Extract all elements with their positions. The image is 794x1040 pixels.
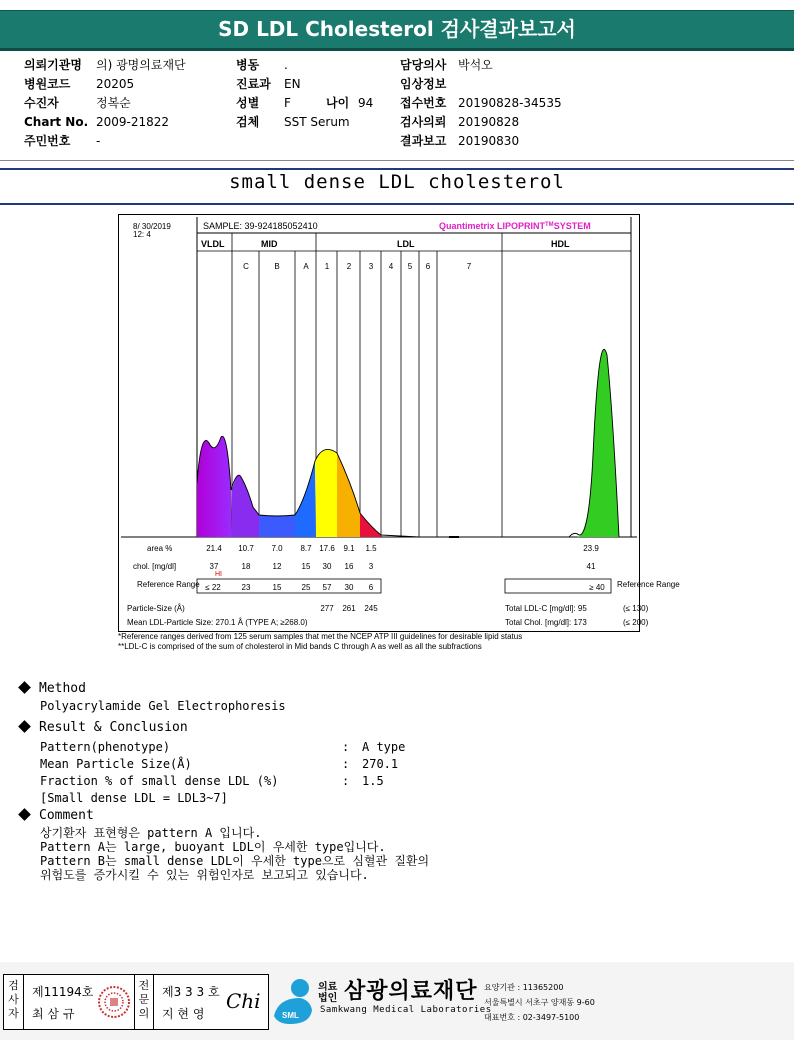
info-label: 임상정보 (400, 77, 447, 91)
comment-line: 상기환자 표현형은 pattern A 입니다. (40, 826, 262, 840)
info-label: 담당의사 (400, 58, 447, 72)
result-label: Fraction % of small dense LDL (%) (40, 774, 279, 788)
result-value: 1.5 (362, 774, 384, 788)
info-value: 20205 (96, 77, 135, 91)
info-column-2 (236, 56, 396, 132)
lipoprint-chart (118, 214, 680, 632)
row-label-chol: chol. [mg/dl] (133, 562, 177, 571)
band-label: 6 (425, 262, 431, 271)
info-label: 병원코드 (24, 77, 71, 91)
method-heading (20, 681, 86, 696)
info-column-3 (400, 56, 620, 151)
band-label: 3 (368, 262, 374, 271)
brand-text (439, 221, 591, 231)
row-label-particle: Particle-Size (Å) (127, 604, 185, 613)
total-chol: Total Chol. [mg/dl]: 173 (505, 618, 587, 627)
comment-line: Pattern A는 large, buoyant LDL이 우세한 type입니다. (40, 840, 386, 854)
info-value: 의) 광명의료재단 (96, 58, 186, 72)
result-note: [Small dense LDL = LDL3~7] (40, 791, 228, 805)
band-separators (232, 233, 502, 537)
divider (0, 203, 794, 205)
particle-size-value: 261 (342, 604, 356, 613)
row-label-mean: Mean LDL-Particle Size: 270.1 Å (TYPE A; ≥268.0) (127, 618, 308, 627)
footnotes (118, 632, 522, 652)
logo-text: SML (282, 1011, 299, 1020)
band-label: B (274, 262, 280, 271)
row-label-area: area % (147, 544, 173, 553)
electrophoresis-graph (119, 215, 680, 631)
info-label: 검사의뢰 (400, 115, 447, 129)
divider (0, 168, 794, 170)
chart-date: 8/ 30/2019 (133, 222, 171, 231)
info-value: F (284, 96, 291, 110)
info-label: 주민번호 (24, 134, 71, 148)
comment-text (40, 826, 429, 882)
footnote: *Reference ranges derived from 125 serum samples that met the NCEP ATP III guidelines for desirable lipid status (118, 632, 523, 641)
info-label: 수진자 (24, 96, 59, 110)
info-value: 20190830 (458, 134, 520, 148)
signature: Chi (226, 989, 261, 1013)
particle-size-value: 245 (364, 604, 378, 613)
group-label-vldl: VLDL (201, 239, 225, 249)
org-prefix: 의료법인 (318, 982, 338, 1004)
area-value: 8.7 (300, 544, 312, 553)
checker-label-text: 검사자 (8, 979, 19, 1020)
result-label: Pattern(phenotype) (40, 740, 171, 754)
comment-heading-text: Comment (39, 808, 94, 823)
chol-value: 12 (272, 562, 282, 571)
result-table (40, 739, 405, 807)
ref-value: ≥ 40 (589, 583, 605, 592)
org-name: 삼광의료재단 (344, 979, 478, 1004)
total-chol-ref: (≤ 200) (623, 618, 649, 627)
area-value: 17.6 (319, 544, 335, 553)
comment-line: Pattern B는 small dense LDL이 우세한 type으로 심혈관 질환의 (40, 854, 430, 868)
group-label-mid: MID (261, 239, 278, 249)
result-label: Mean Particle Size(Å) (40, 757, 192, 771)
sample-id: SAMPLE: 39-924185052410 (203, 221, 318, 231)
brand-name: Quantimetrix LIPOPRINT (439, 221, 546, 231)
info-label: 접수번호 (400, 96, 447, 110)
ref-value: 25 (301, 583, 311, 592)
ref-value: 57 (322, 583, 332, 592)
checker-label (4, 975, 24, 1029)
result-colon: : (342, 757, 350, 771)
chol-value: 18 (241, 562, 251, 571)
row-label-ref: Reference Range (137, 580, 200, 589)
org-address: 서울특별시 서초구 양재동 9-60 (484, 998, 595, 1007)
row-label-ref-right: Reference Range (617, 580, 680, 589)
ldl1-peak (315, 449, 337, 537)
specialist-label (134, 975, 154, 1029)
info-value: - (96, 134, 101, 148)
chol-value: 15 (301, 562, 311, 571)
age-value: 94 (358, 96, 374, 110)
area-value: 21.4 (206, 544, 222, 553)
info-label: 병동 (236, 58, 260, 72)
sml-logo-icon (270, 976, 316, 1026)
method-text: Polyacrylamide Gel Electrophoresis (40, 699, 286, 713)
area-value: 7.0 (271, 544, 283, 553)
ref-value: 15 (272, 583, 282, 592)
particle-size-value: 277 (320, 604, 334, 613)
chol-value: 16 (344, 562, 354, 571)
divider (0, 160, 794, 161)
report-title: SD LDL Cholesterol 검사결과보고서 (0, 10, 794, 51)
ref-value: ≤ 22 (205, 583, 221, 592)
info-value: 20190828-34535 (458, 96, 562, 110)
result-colon: : (342, 740, 350, 754)
band-label: 4 (388, 262, 394, 271)
comment-heading (20, 808, 94, 823)
checker-name: 최 삼 규 (32, 1007, 75, 1021)
info-value: SST Serum (284, 115, 350, 129)
band-label: A (303, 262, 309, 271)
signature-box (3, 974, 269, 1030)
area-value: 10.7 (238, 544, 254, 553)
total-ldl: Total LDL-C [mg/dl]: 95 (505, 604, 587, 613)
total-ldl-ref: (≤ 130) (623, 604, 649, 613)
chart-time: 12: 4 (133, 230, 151, 239)
org-code: 요양기관 : 11365200 (484, 983, 564, 992)
ref-value: 6 (368, 583, 374, 592)
value-table (205, 544, 605, 613)
vldl-peak (197, 436, 232, 537)
chol-value: 37 (209, 562, 219, 571)
ref-value: 23 (241, 583, 251, 592)
org-contact (484, 980, 595, 1025)
chol-value: 41 (586, 562, 596, 571)
specialist-label-text: 전문의 (138, 979, 150, 1020)
band-label: 1 (324, 262, 330, 271)
band-label: 5 (407, 262, 413, 271)
org-english: Samkwang Medical Laboratories (320, 1005, 492, 1015)
diamond-bullet-icon (18, 720, 31, 733)
info-label: Chart No. (24, 115, 89, 129)
checker-no: 제11194호 (32, 985, 94, 999)
info-label: 검체 (236, 115, 260, 129)
footnote: **LDL-C is comprised of the sum of cholesterol in Mid bands C through A as well as all the subfractions (118, 642, 482, 651)
band-label: C (243, 262, 249, 271)
result-value: 270.1 (362, 757, 399, 771)
band-labels (243, 262, 472, 271)
info-label: 성별 (236, 96, 260, 110)
specialist-name: 지 현 영 (162, 1007, 205, 1021)
info-value: 정복순 (96, 96, 131, 110)
area-value: 9.1 (343, 544, 355, 553)
brand-tm: TM (545, 222, 554, 228)
group-label-ldl: LDL (397, 239, 415, 249)
specialist-no: 제3 3 3 호 (162, 985, 220, 999)
info-label: 진료과 (236, 77, 271, 91)
result-heading (20, 720, 188, 735)
info-value: 20190828 (458, 115, 520, 129)
result-value: A type (362, 740, 406, 754)
chol-value: 3 (368, 562, 374, 571)
hi-flag: HI (215, 571, 222, 578)
group-label-hdl: HDL (551, 239, 570, 249)
result-heading-text: Result & Conclusion (39, 720, 188, 735)
org-phone: 대표번호 : 02-3497-5100 (484, 1013, 580, 1022)
band-label: 7 (466, 262, 472, 271)
section-title: small dense LDL cholesterol (229, 171, 565, 193)
mid-a-peak (295, 461, 316, 537)
mid-c-peak (232, 475, 259, 537)
seal-icon (96, 983, 132, 1021)
result-colon: : (342, 774, 350, 788)
info-value: 박석오 (458, 58, 493, 72)
area-value: 1.5 (365, 544, 377, 553)
mid-b-peak (259, 515, 295, 537)
chol-value: 30 (322, 562, 332, 571)
info-label: 의뢰기관명 (24, 58, 82, 72)
info-value: . (284, 58, 288, 72)
diamond-bullet-icon (18, 808, 31, 821)
info-value: EN (284, 77, 301, 91)
info-label: 결과보고 (400, 134, 447, 148)
age-label: 나이 (326, 96, 350, 110)
method-heading-text: Method (39, 681, 86, 696)
info-value: 2009-21822 (96, 115, 170, 129)
area-value: 23.9 (583, 544, 599, 553)
diamond-bullet-icon (18, 681, 31, 694)
brand-suffix: SYSTEM (553, 221, 591, 231)
info-column-1 (24, 56, 244, 151)
band-label: 2 (346, 262, 352, 271)
ldl2-peak (337, 453, 360, 537)
comment-line: 위험도를 증가시킬 수 있는 위험인자로 보고되고 있습니다. (40, 868, 369, 882)
ref-value: 30 (344, 583, 354, 592)
